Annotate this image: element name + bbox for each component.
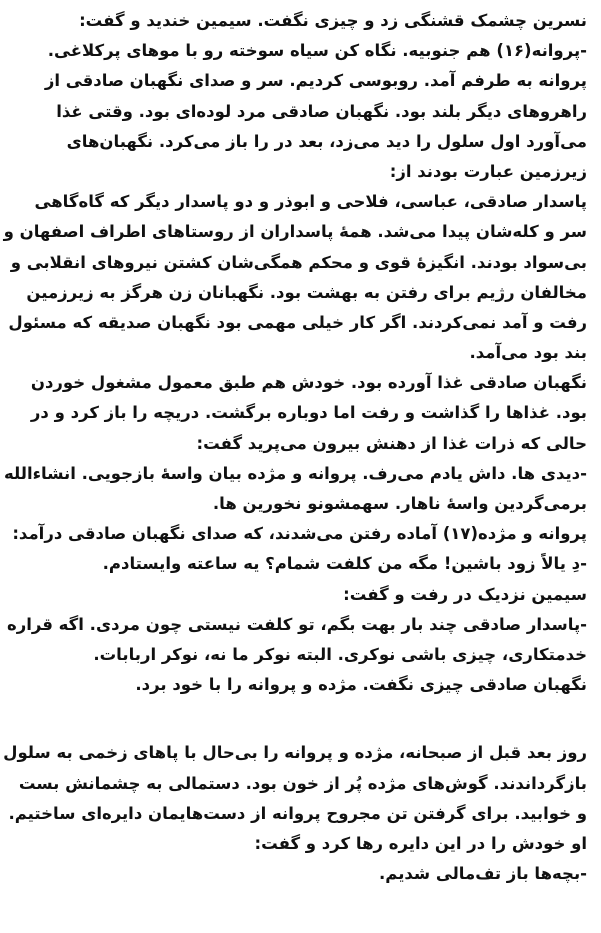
- text-line: می‌آورد اول سلول را دید می‌زد، بعد در را باز می‌کرد. نگهبان‌های: [66, 131, 587, 151]
- text-line: بی‌سواد بودند. انگیزهٔ قوی و محکم همگی‌شان کشتن نیروهای انقلابی و: [10, 252, 587, 272]
- text-line: پروانه به طرفم آمد. روبوسی کردیم. سر و صدای نگهبان صادقی از: [44, 71, 587, 91]
- section-gap: [21, 700, 587, 738]
- text-line: -پاسدار صادقی چند بار بهت بگم، تو کلفت نیستی چون مردی. اگه قراره: [6, 614, 587, 634]
- text-line: راهروهای دیگر بلند بود. نگهبان صادقی مرد لوده‌ای بود. وقتی غذا: [56, 101, 587, 121]
- text-line: پاسدار صادقی، عباسی، فلاحی و ابوذر و دو پاسدار دیگر که گاه‌گاهی: [34, 192, 587, 212]
- text-line: خدمتکاری، چیزی باشی نوکری. البته نوکر ما نه، نوکر اربابات.: [93, 644, 587, 664]
- paragraph-block-2: [3, 738, 587, 889]
- text-line: و خوابید. برای گرفتن تن مجروح پروانه از دست‌هایمان دایره‌ای ساختیم.: [8, 803, 587, 823]
- text-line: نگهبان صادقی چیزی نگفت. مژده و پروانه را با خود برد.: [135, 675, 587, 695]
- text-line: بود. غذاها را گذاشت و رفت اما دوباره برگشت. دریچه را باز کرد و در: [30, 403, 587, 423]
- text-line: بازگرداندند. گوش‌های مژده پُر از خون بود. دستمالی به چشمانش بست: [18, 773, 587, 793]
- text-line: -پروانه(۱۶) هم جنوبیه. نگاه کن سیاه سوخته رو با موهای پرکلاغی.: [47, 41, 587, 61]
- paragraph-block-1: [3, 6, 587, 700]
- text-line: -دیدی ها. داش یادم می‌رف. پروانه و مژده بیان واسهٔ بازجویی. انشاءالله: [4, 463, 587, 483]
- text-line: نسرین چشمک قشنگی زد و چیزی نگفت. سیمین خندید و گفت:: [79, 11, 587, 30]
- text-line: حالی که ذرات غذا از دهنش بیرون می‌پرید گفت:: [196, 433, 587, 453]
- book-page: [3, 6, 587, 889]
- text-line: برمی‌گردین واسهٔ ناهار. سهمشونو نخورین ها.: [212, 494, 587, 513]
- text-line: مخالفان رژیم برای رفتن به بهشت بود. نگهبانان زن هرگز به زیرزمین: [26, 282, 587, 302]
- text-line: بند بود می‌آمد.: [469, 343, 587, 363]
- text-line: پروانه و مژده(۱۷) آماده رفتن می‌شدند، که صدای نگهبان صادقی درآمد:: [12, 524, 587, 544]
- text-line: -دِ یالاً زود باشین! مگه من کلفت شمام؟ یه ساعته وایستادم.: [102, 554, 587, 574]
- text-line: سر و کله‌شان پیدا می‌شد. همهٔ پاسداران از روستاهای اطراف اصفهان و: [3, 222, 587, 242]
- text-line: زیرزمین عبارت بودند از:: [389, 161, 587, 181]
- text-line: نگهبان صادقی غذا آورده بود. خودش هم طبق معمول مشغول خوردن: [30, 373, 587, 393]
- text-line: روز بعد قبل از صبحانه، مژده و پروانه را بی‌حال با پاهای زخمی به سلول: [3, 743, 587, 763]
- text-line: رفت و آمد نمی‌کردند. اگر کار خیلی مهمی بود نگهبان صدیقه که مسئول: [8, 312, 587, 332]
- text-line: سیمین نزدیک در رفت و گفت:: [343, 584, 587, 604]
- text-line: او خودش را در این دایره رها کرد و گفت:: [254, 833, 587, 853]
- text-line: -بچه‌ها باز تف‌مالی شدیم.: [378, 864, 587, 884]
